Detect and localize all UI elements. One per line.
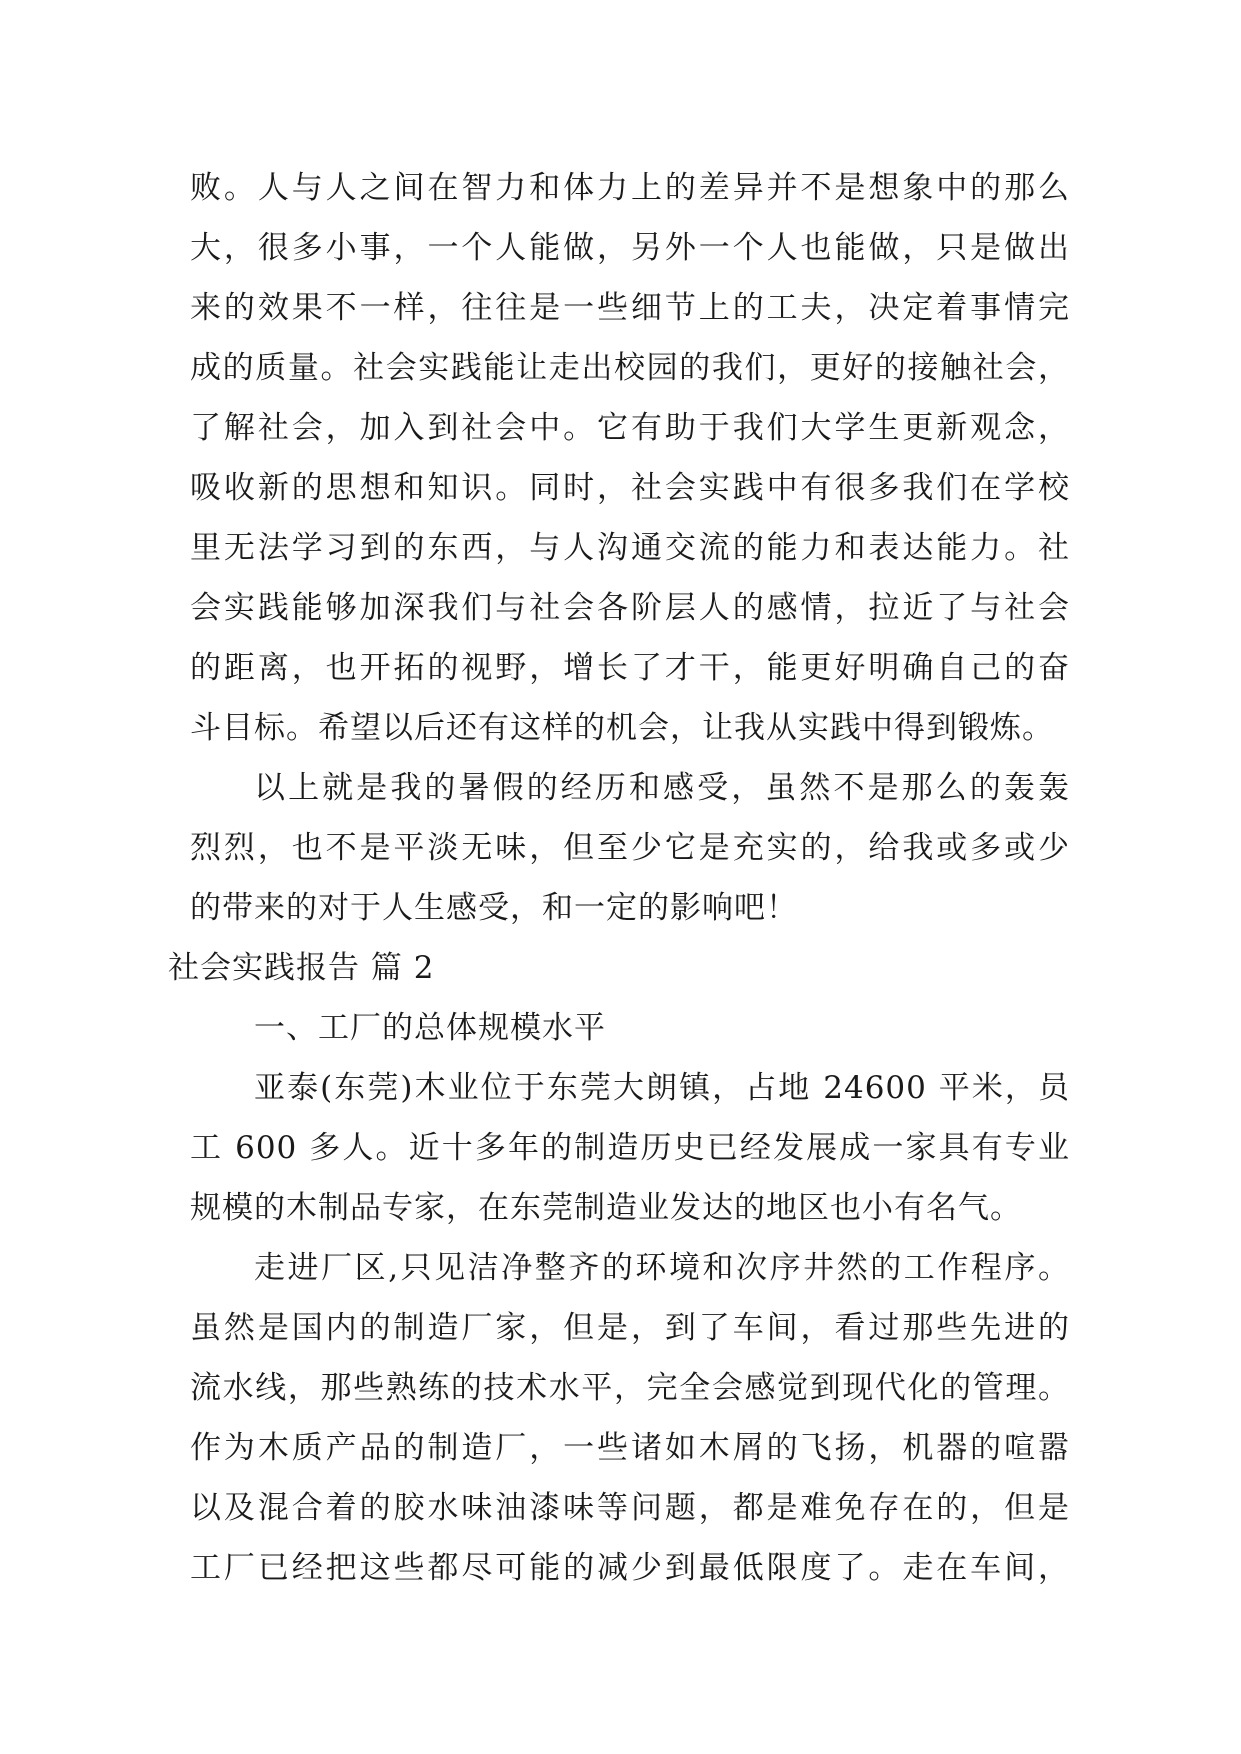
- paragraph-line: 虽然是国内的制造厂家，但是，到了车间，看过那些先进的: [190, 1310, 1070, 1346]
- paragraph-line: 以及混合着的胶水味油漆味等问题，都是难免存在的，但是: [190, 1490, 1070, 1526]
- paragraph-line: 的距离，也开拓的视野，增长了才干，能更好明确自己的奋: [190, 650, 1070, 686]
- paragraph-line: 烈烈，也不是平淡无味，但至少它是充实的，给我或多或少: [190, 830, 1070, 866]
- paragraph-line: 走进厂区,只见洁净整齐的环境和次序井然的工作程序。: [254, 1250, 1070, 1286]
- paragraph-line: 工厂已经把这些都尽可能的减少到最低限度了。走在车间，: [190, 1550, 1070, 1586]
- paragraph-line: 的带来的对于人生感受，和一定的影响吧！: [190, 890, 798, 926]
- paragraph-3: [190, 1058, 1070, 1238]
- paragraph-line: 斗目标。希望以后还有这样的机会，让我从实践中得到锻炼。: [190, 710, 1054, 746]
- paragraph-line: 规模的木制品专家，在东莞制造业发达的地区也小有名气。: [190, 1190, 1022, 1226]
- paragraph-line: 以上就是我的暑假的经历和感受，虽然不是那么的轰轰: [254, 770, 1070, 806]
- paragraph-line: 流水线，那些熟练的技术水平，完全会感觉到现代化的管理。: [190, 1370, 1070, 1406]
- paragraph-line: 会实践能够加深我们与社会各阶层人的感情，拉近了与社会: [190, 590, 1070, 626]
- paragraph-2: [190, 758, 1070, 938]
- paragraph-1: [190, 158, 1070, 758]
- paragraph-line: 工 600 多人。近十多年的制造历史已经发展成一家具有专业: [190, 1130, 1070, 1166]
- section-title: 社会实践报告 篇 2: [168, 950, 435, 986]
- paragraph-4: [190, 1238, 1070, 1598]
- section-subheading: 一、工厂的总体规模水平: [254, 1010, 606, 1046]
- paragraph-line: 来的效果不一样，往往是一些细节上的工夫，决定着事情完: [190, 290, 1070, 326]
- paragraph-line: 作为木质产品的制造厂，一些诸如木屑的飞扬，机器的喧嚣: [190, 1430, 1070, 1466]
- paragraph-line: 败。人与人之间在智力和体力上的差异并不是想象中的那么: [190, 170, 1070, 206]
- paragraph-line: 了解社会，加入到社会中。它有助于我们大学生更新观念，: [190, 410, 1070, 446]
- paragraph-line: 成的质量。社会实践能让走出校园的我们，更好的接触社会，: [190, 350, 1070, 386]
- document-body: [168, 158, 1070, 1598]
- paragraph-line: 里无法学习到的东西，与人沟通交流的能力和表达能力。社: [190, 530, 1070, 566]
- paragraph-line: 亚泰(东莞)木业位于东莞大朗镇，占地 24600 平米，员: [254, 1070, 1070, 1106]
- paragraph-line: 吸收新的思想和知识。同时，社会实践中有很多我们在学校: [190, 470, 1070, 506]
- paragraph-line: 大，很多小事，一个人能做，另外一个人也能做，只是做出: [190, 230, 1070, 266]
